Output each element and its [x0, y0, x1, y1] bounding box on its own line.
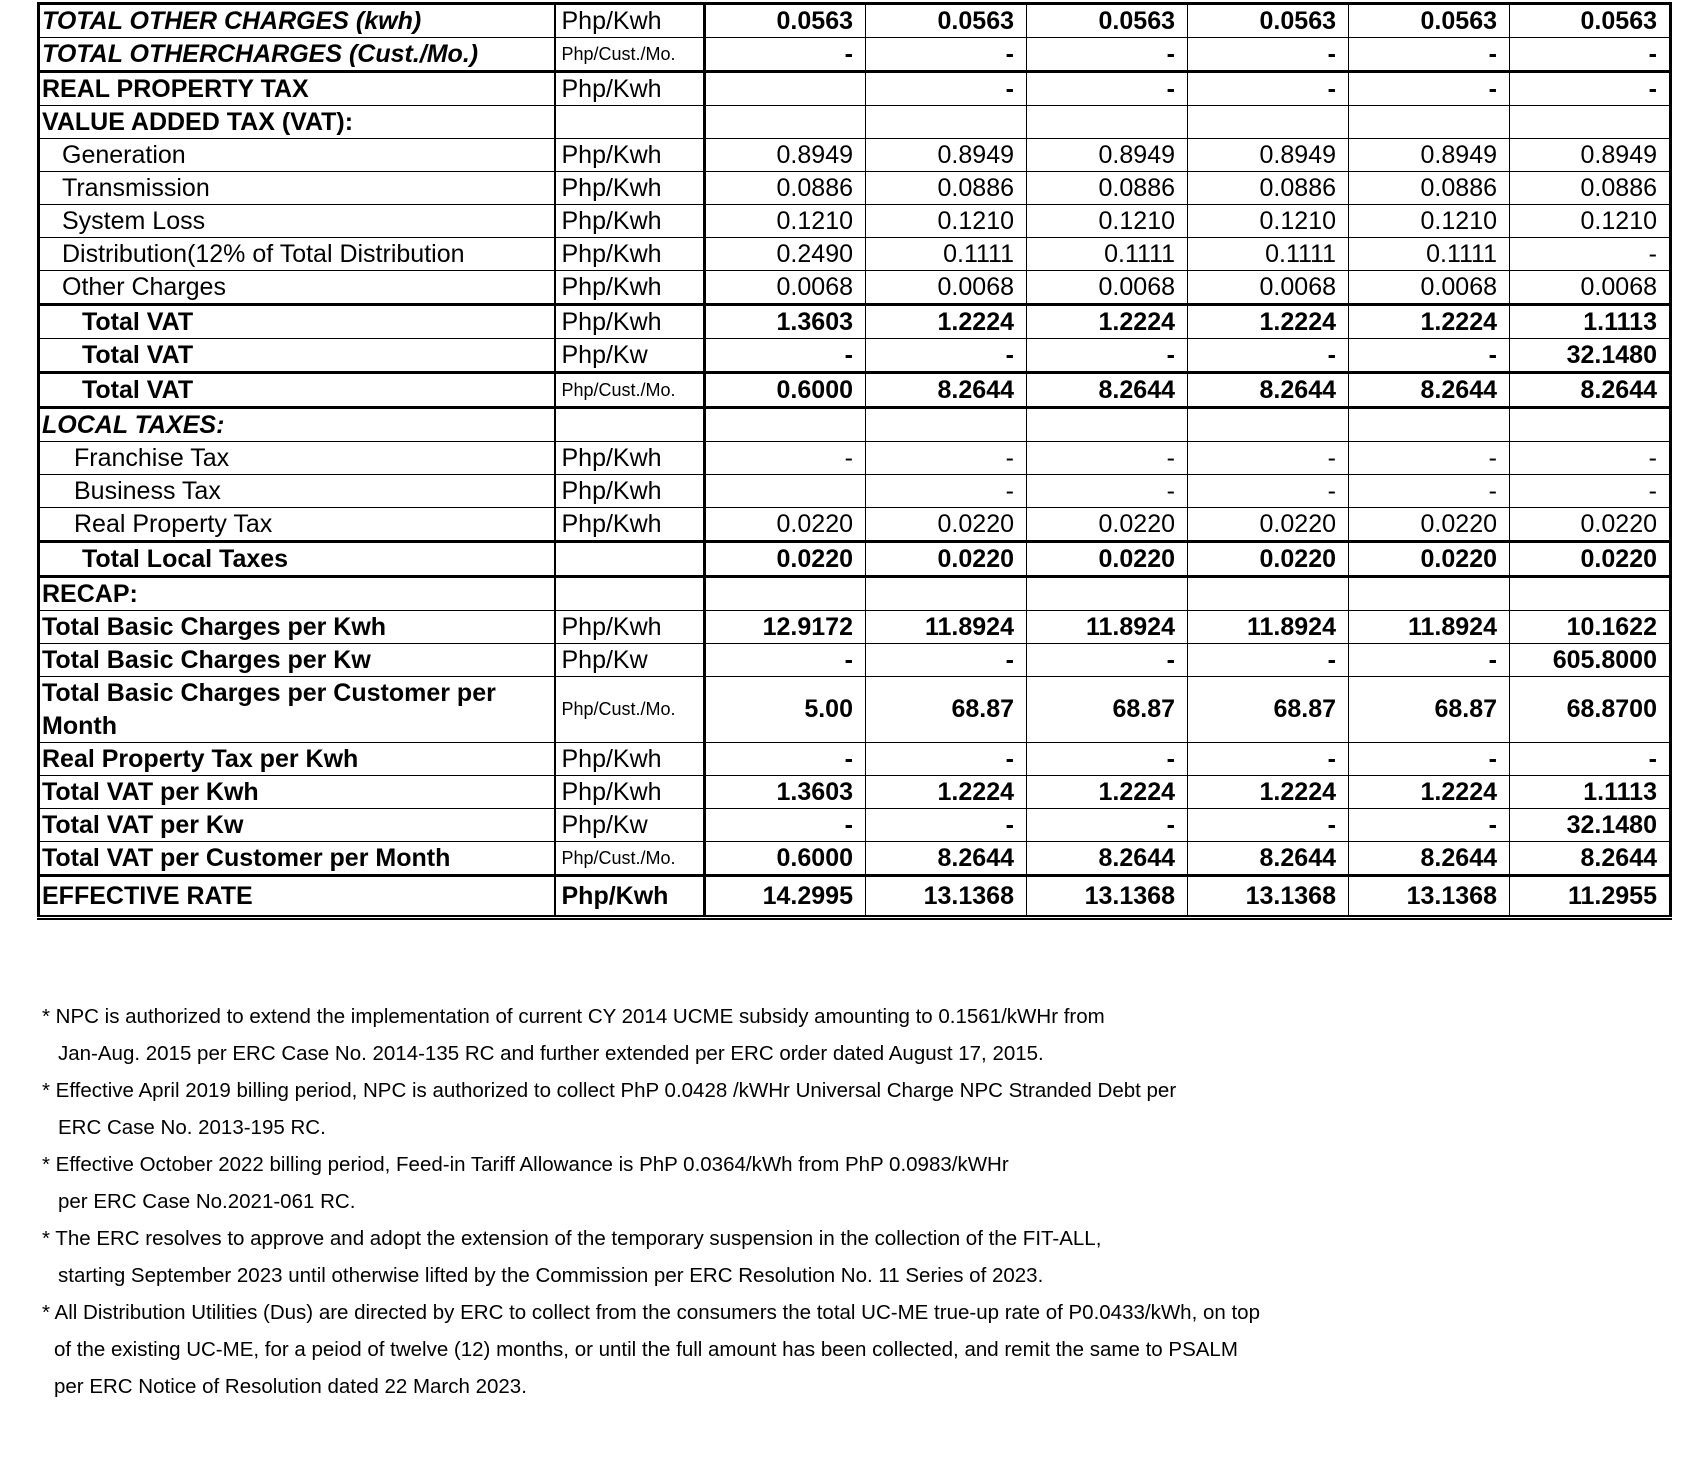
table-row — [39, 842, 1671, 876]
value-cell: 0.0563 — [1510, 4, 1671, 38]
value-cell: 11.8924 — [866, 611, 1027, 644]
value-cell: - — [866, 475, 1027, 508]
table-row — [39, 809, 1671, 842]
value-cell — [1510, 408, 1671, 442]
value-cell: 0.8949 — [1510, 139, 1671, 172]
table-row — [39, 508, 1671, 542]
value-cell: 0.0220 — [1510, 508, 1671, 542]
value-cell: 0.1210 — [1510, 205, 1671, 238]
value-cell — [1027, 106, 1188, 139]
value-cell — [1188, 408, 1349, 442]
row-unit: Php/Kwh — [555, 205, 705, 238]
row-label: VALUE ADDED TAX (VAT): — [39, 106, 555, 139]
row-unit: Php/Kwh — [555, 238, 705, 271]
value-cell: 0.1210 — [1188, 205, 1349, 238]
value-cell — [1349, 408, 1510, 442]
value-cell: 1.1113 — [1510, 305, 1671, 339]
value-cell: 0.0220 — [1027, 508, 1188, 542]
value-cell: 0.0220 — [866, 542, 1027, 577]
value-cell — [1027, 577, 1188, 611]
table-row — [39, 373, 1671, 408]
value-cell: - — [1027, 72, 1188, 106]
table-row — [39, 644, 1671, 677]
value-cell: 5.00 — [705, 677, 866, 743]
table-row — [39, 305, 1671, 339]
value-cell — [1510, 577, 1671, 611]
value-cell: - — [1349, 339, 1510, 373]
value-cell: - — [866, 72, 1027, 106]
footnote-line: starting September 2023 until otherwise lifted by the Commission per ERC Resolution No. 11 Series of 2023. — [58, 1264, 1044, 1287]
value-cell: 1.3603 — [705, 305, 866, 339]
row-label: Total Local Taxes — [39, 542, 555, 577]
row-label: Total Basic Charges per Customer per Month — [39, 677, 555, 743]
value-cell: 68.87 — [1349, 677, 1510, 743]
table-row — [39, 677, 1671, 743]
table-row — [39, 238, 1671, 271]
value-cell: - — [1510, 38, 1671, 72]
value-cell: 8.2644 — [1188, 842, 1349, 876]
value-cell: 0.0886 — [866, 172, 1027, 205]
value-cell: 0.0563 — [1027, 4, 1188, 38]
footnote-line: per ERC Notice of Resolution dated 22 March 2023. — [54, 1375, 527, 1398]
row-unit: Php/Kwh — [555, 611, 705, 644]
value-cell: - — [705, 38, 866, 72]
value-cell: 32.1480 — [1510, 339, 1671, 373]
row-label: Other Charges — [39, 271, 555, 305]
value-cell: - — [866, 644, 1027, 677]
value-cell: 0.0563 — [866, 4, 1027, 38]
row-label: EFFECTIVE RATE — [39, 876, 555, 918]
row-unit — [555, 577, 705, 611]
value-cell: 0.2490 — [705, 238, 866, 271]
value-cell: - — [866, 809, 1027, 842]
row-unit: Php/Cust./Mo. — [555, 373, 705, 408]
row-label: Distribution(12% of Total Distribution — [39, 238, 555, 271]
value-cell: 0.8949 — [1188, 139, 1349, 172]
table-row — [39, 106, 1671, 139]
row-unit: Php/Kwh — [555, 442, 705, 475]
value-cell: 0.1210 — [705, 205, 866, 238]
table-row — [39, 577, 1671, 611]
value-cell: 8.2644 — [1510, 842, 1671, 876]
value-cell: - — [1188, 38, 1349, 72]
value-cell: 11.8924 — [1027, 611, 1188, 644]
row-label: Total VAT — [39, 305, 555, 339]
row-label: Total VAT per Kw — [39, 809, 555, 842]
value-cell: - — [1349, 38, 1510, 72]
row-label: Total VAT per Customer per Month — [39, 842, 555, 876]
value-cell: 0.0068 — [1510, 271, 1671, 305]
value-cell: - — [1188, 644, 1349, 677]
value-cell: 0.1210 — [1027, 205, 1188, 238]
footnote-line: * All Distribution Utilities (Dus) are directed by ERC to collect from the consumers the total UC-ME true-up rate of P0.0433/kWh, on top — [42, 1301, 1260, 1324]
value-cell: - — [866, 743, 1027, 776]
value-cell: 1.2224 — [1188, 776, 1349, 809]
row-unit: Php/Kwh — [555, 271, 705, 305]
value-cell: 0.0563 — [1349, 4, 1510, 38]
value-cell — [866, 106, 1027, 139]
footnote-line: of the existing UC-ME, for a peiod of twelve (12) months, or until the full amount has been collected, and remit the same to PSALM — [54, 1338, 1238, 1361]
row-unit: Php/Kwh — [555, 475, 705, 508]
value-cell: - — [1188, 72, 1349, 106]
row-label: Franchise Tax — [39, 442, 555, 475]
value-cell: - — [705, 743, 866, 776]
value-cell: 0.1210 — [1349, 205, 1510, 238]
footnote-line: * NPC is authorized to extend the implementation of current CY 2014 UCME subsidy amounting to 0.1561/kWHr from — [42, 1005, 1105, 1028]
value-cell: 0.0563 — [1188, 4, 1349, 38]
value-cell: 1.1113 — [1510, 776, 1671, 809]
footnote — [42, 998, 1602, 1072]
value-cell: - — [1027, 475, 1188, 508]
value-cell: - — [866, 339, 1027, 373]
value-cell: 0.1111 — [1027, 238, 1188, 271]
footnote-line: Jan-Aug. 2015 per ERC Case No. 2014-135 RC and further extended per ERC order dated August 17, 2015. — [58, 1042, 1044, 1065]
value-cell — [1349, 106, 1510, 139]
value-cell: 8.2644 — [1349, 373, 1510, 408]
value-cell: 0.0220 — [1349, 508, 1510, 542]
value-cell: - — [1349, 644, 1510, 677]
value-cell: 0.8949 — [1349, 139, 1510, 172]
value-cell: - — [1027, 38, 1188, 72]
value-cell: - — [1188, 339, 1349, 373]
value-cell: 1.2224 — [866, 776, 1027, 809]
value-cell — [705, 106, 866, 139]
value-cell: - — [1188, 475, 1349, 508]
row-label: Total VAT per Kwh — [39, 776, 555, 809]
table-row — [39, 139, 1671, 172]
value-cell: 8.2644 — [1027, 842, 1188, 876]
row-label: Total VAT — [39, 373, 555, 408]
row-unit: Php/Kw — [555, 809, 705, 842]
value-cell: 0.0220 — [705, 542, 866, 577]
value-cell: 0.0886 — [1349, 172, 1510, 205]
value-cell: 13.1368 — [866, 876, 1027, 918]
value-cell: 0.0886 — [1188, 172, 1349, 205]
table-row — [39, 876, 1671, 918]
value-cell: - — [1349, 809, 1510, 842]
value-cell: - — [1510, 238, 1671, 271]
value-cell: 0.0068 — [1027, 271, 1188, 305]
value-cell — [1188, 577, 1349, 611]
value-cell: 11.8924 — [1188, 611, 1349, 644]
row-unit: Php/Cust./Mo. — [555, 677, 705, 743]
value-cell: 0.0886 — [1510, 172, 1671, 205]
value-cell: - — [1188, 442, 1349, 475]
row-unit: Php/Kw — [555, 339, 705, 373]
footnote-line: * Effective October 2022 billing period, Feed-in Tariff Allowance is PhP 0.0364/kWh from PhP 0.0983/kWHr — [42, 1153, 1009, 1176]
value-cell — [1188, 106, 1349, 139]
value-cell: 0.0068 — [705, 271, 866, 305]
value-cell: 0.1111 — [1349, 238, 1510, 271]
value-cell: 0.8949 — [705, 139, 866, 172]
footnote — [42, 1220, 1602, 1294]
row-unit: Php/Kwh — [555, 743, 705, 776]
value-cell: - — [1027, 644, 1188, 677]
row-label: REAL PROPERTY TAX — [39, 72, 555, 106]
value-cell: 0.8949 — [1027, 139, 1188, 172]
value-cell: 1.2224 — [1188, 305, 1349, 339]
value-cell: - — [1349, 72, 1510, 106]
value-cell: 0.0220 — [1349, 542, 1510, 577]
value-cell: 14.2995 — [705, 876, 866, 918]
row-unit: Php/Kwh — [555, 508, 705, 542]
value-cell: - — [1027, 809, 1188, 842]
table-row — [39, 38, 1671, 72]
table-row — [39, 72, 1671, 106]
table-row — [39, 542, 1671, 577]
table-row — [39, 611, 1671, 644]
value-cell: 0.6000 — [705, 373, 866, 408]
row-label: Total Basic Charges per Kwh — [39, 611, 555, 644]
value-cell: - — [1027, 442, 1188, 475]
value-cell: 13.1368 — [1027, 876, 1188, 918]
value-cell: 0.0220 — [866, 508, 1027, 542]
row-label: TOTAL OTHERCHARGES (Cust./Mo.) — [39, 38, 555, 72]
value-cell: - — [1510, 72, 1671, 106]
value-cell — [705, 72, 866, 106]
value-cell: - — [1027, 743, 1188, 776]
row-unit: Php/Kwh — [555, 72, 705, 106]
value-cell: 0.8949 — [866, 139, 1027, 172]
value-cell: 1.2224 — [1349, 305, 1510, 339]
value-cell: - — [1188, 743, 1349, 776]
value-cell: - — [1188, 809, 1349, 842]
row-label: System Loss — [39, 205, 555, 238]
value-cell: 0.0068 — [1188, 271, 1349, 305]
value-cell: 0.0220 — [705, 508, 866, 542]
value-cell: 0.0220 — [1188, 542, 1349, 577]
row-unit: Php/Kw — [555, 644, 705, 677]
row-label: TOTAL OTHER CHARGES (kwh) — [39, 4, 555, 38]
row-label: Total VAT — [39, 339, 555, 373]
value-cell: 0.6000 — [705, 842, 866, 876]
row-label: Real Property Tax per Kwh — [39, 743, 555, 776]
value-cell: 0.1111 — [866, 238, 1027, 271]
value-cell: 13.1368 — [1188, 876, 1349, 918]
table-row — [39, 339, 1671, 373]
footnote-line: * Effective April 2019 billing period, NPC is authorized to collect PhP 0.0428 /kWHr Universal Charge NPC Stranded Debt per — [42, 1079, 1177, 1102]
value-cell: 68.87 — [1188, 677, 1349, 743]
value-cell: 12.9172 — [705, 611, 866, 644]
row-label: RECAP: — [39, 577, 555, 611]
value-cell: - — [705, 644, 866, 677]
value-cell: - — [866, 38, 1027, 72]
value-cell: - — [1027, 339, 1188, 373]
footnote-line: per ERC Case No.2021-061 RC. — [58, 1190, 356, 1213]
row-label: Business Tax — [39, 475, 555, 508]
value-cell: 605.8000 — [1510, 644, 1671, 677]
value-cell: 1.3603 — [705, 776, 866, 809]
value-cell: 68.87 — [1027, 677, 1188, 743]
rate-table-body — [39, 4, 1671, 918]
value-cell: 0.0220 — [1188, 508, 1349, 542]
value-cell: 0.1210 — [866, 205, 1027, 238]
row-unit: Php/Kwh — [555, 876, 705, 918]
footnote-line: ERC Case No. 2013-195 RC. — [58, 1116, 326, 1139]
value-cell — [705, 475, 866, 508]
value-cell — [1510, 106, 1671, 139]
value-cell: 11.8924 — [1349, 611, 1510, 644]
value-cell: 0.0068 — [1349, 271, 1510, 305]
table-row — [39, 172, 1671, 205]
value-cell: 8.2644 — [1027, 373, 1188, 408]
footnote — [42, 1072, 1602, 1146]
value-cell: 8.2644 — [866, 373, 1027, 408]
row-unit: Php/Cust./Mo. — [555, 842, 705, 876]
row-label: Generation — [39, 139, 555, 172]
value-cell: - — [1349, 743, 1510, 776]
value-cell: 8.2644 — [1510, 373, 1671, 408]
value-cell: - — [1349, 475, 1510, 508]
value-cell: 13.1368 — [1349, 876, 1510, 918]
footnote-line: * The ERC resolves to approve and adopt the extension of the temporary suspension in the collection of the FIT-ALL, — [42, 1227, 1102, 1250]
value-cell: 68.8700 — [1510, 677, 1671, 743]
value-cell — [866, 408, 1027, 442]
row-unit: Php/Kwh — [555, 172, 705, 205]
row-unit — [555, 408, 705, 442]
value-cell: 10.1622 — [1510, 611, 1671, 644]
table-row — [39, 743, 1671, 776]
value-cell — [705, 408, 866, 442]
table-row — [39, 205, 1671, 238]
value-cell: 0.0886 — [1027, 172, 1188, 205]
row-unit: Php/Kwh — [555, 4, 705, 38]
row-label: LOCAL TAXES: — [39, 408, 555, 442]
table-row — [39, 776, 1671, 809]
value-cell: 0.0220 — [1027, 542, 1188, 577]
value-cell — [866, 577, 1027, 611]
footnote — [42, 1294, 1602, 1405]
value-cell: 1.2224 — [1027, 305, 1188, 339]
value-cell: 11.2955 — [1510, 876, 1671, 918]
row-unit — [555, 106, 705, 139]
value-cell — [1027, 408, 1188, 442]
table-row — [39, 271, 1671, 305]
value-cell — [705, 577, 866, 611]
value-cell: 0.0886 — [705, 172, 866, 205]
value-cell: - — [1349, 442, 1510, 475]
value-cell: 1.2224 — [1349, 776, 1510, 809]
value-cell — [1349, 577, 1510, 611]
value-cell: 0.0563 — [705, 4, 866, 38]
value-cell: - — [1510, 475, 1671, 508]
row-label: Real Property Tax — [39, 508, 555, 542]
footnotes — [42, 998, 1602, 1405]
value-cell: 68.87 — [866, 677, 1027, 743]
row-unit: Php/Kwh — [555, 305, 705, 339]
value-cell: 1.2224 — [866, 305, 1027, 339]
row-label: Transmission — [39, 172, 555, 205]
row-unit: Php/Cust./Mo. — [555, 38, 705, 72]
table-row — [39, 475, 1671, 508]
footnote — [42, 1146, 1602, 1220]
table-row — [39, 442, 1671, 475]
value-cell: 8.2644 — [1349, 842, 1510, 876]
value-cell: - — [866, 442, 1027, 475]
value-cell: 8.2644 — [1188, 373, 1349, 408]
row-unit: Php/Kwh — [555, 776, 705, 809]
value-cell: 8.2644 — [866, 842, 1027, 876]
row-unit: Php/Kwh — [555, 139, 705, 172]
value-cell: - — [1510, 743, 1671, 776]
value-cell: 0.0068 — [866, 271, 1027, 305]
rate-schedule-table — [37, 2, 1672, 920]
value-cell: 0.1111 — [1188, 238, 1349, 271]
table-row — [39, 4, 1671, 38]
value-cell: - — [705, 339, 866, 373]
value-cell: 1.2224 — [1027, 776, 1188, 809]
value-cell: - — [705, 809, 866, 842]
row-label: Total Basic Charges per Kw — [39, 644, 555, 677]
value-cell: - — [705, 442, 866, 475]
row-unit — [555, 542, 705, 577]
value-cell: 32.1480 — [1510, 809, 1671, 842]
value-cell: 0.0220 — [1510, 542, 1671, 577]
value-cell: - — [1510, 442, 1671, 475]
table-row — [39, 408, 1671, 442]
